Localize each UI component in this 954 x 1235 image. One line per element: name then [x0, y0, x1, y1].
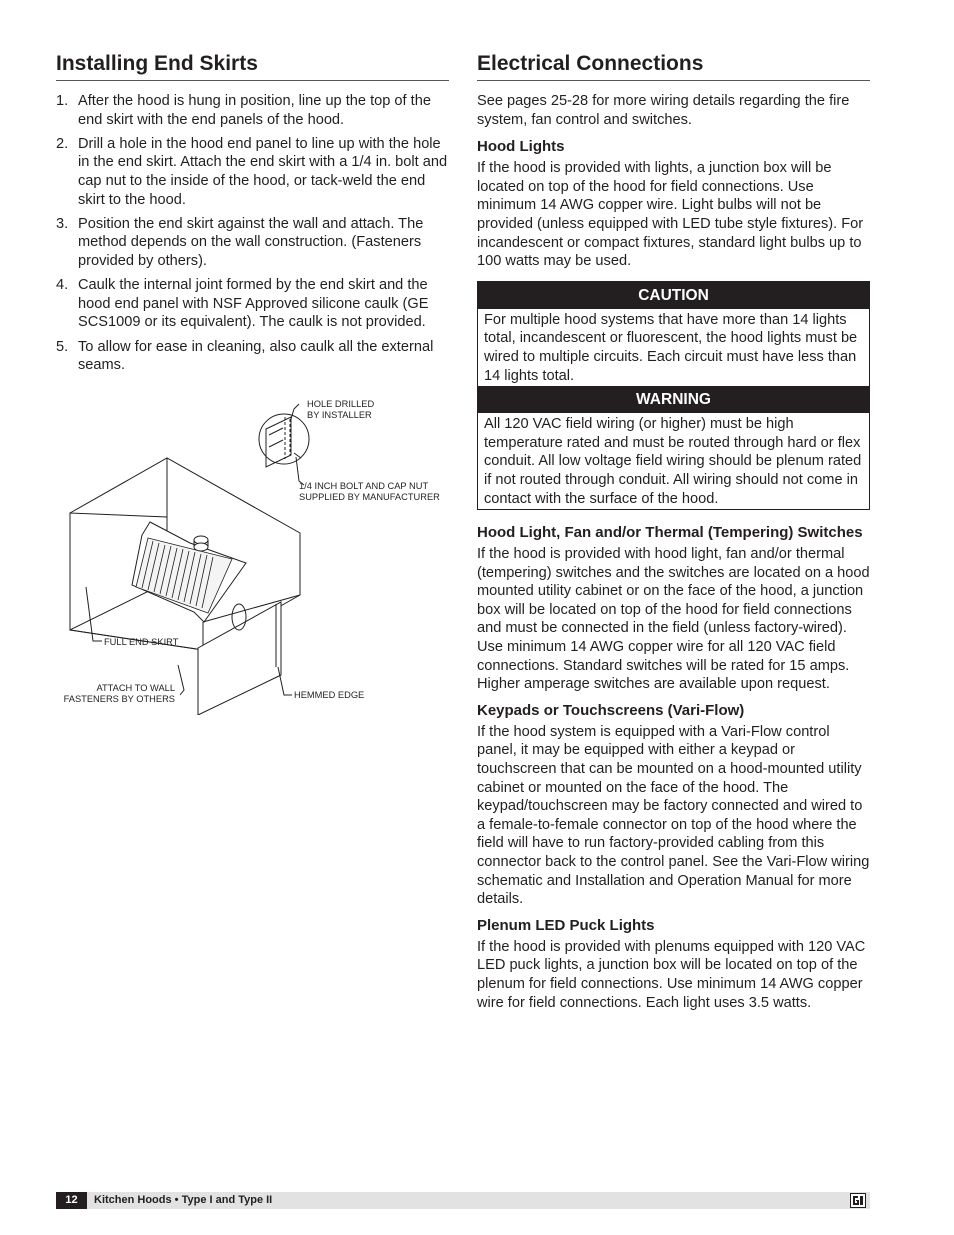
step-text: Drill a hole in the hood end panel to line up with the hole in the end skirt. Attach the end skirt with a 1/4 in. bolt and cap nut to the inside of the hood, or tack-weld the end skirt to the hood.: [78, 135, 448, 208]
keypads-paragraph: If the hood system is equipped with a Vari-Flow control panel, it may be equipped with either a keypad or touchscreen that can be mounted on a hood-mounted utility cabinet or mounted on the face of the hood. The keypad/touchscreen may be factory connected and wired to a female-to-female connector on top of the hood where the field will have to run factory-provided cabling from this connector back to the control panel. See the Vari-Flow wiring schematic and Installation and Operation Manual for more details.: [477, 723, 870, 908]
hood-illustration: [56, 395, 456, 715]
caution-header: CAUTION: [478, 282, 869, 309]
label-line: ATTACH TO WALL: [96, 683, 175, 693]
step-number: 3.: [56, 215, 69, 232]
caution-warning-box: [477, 281, 870, 510]
step-text: Position the end skirt against the wall and attach. The method depends on the wall construction. (Fasteners provided by others).: [78, 215, 424, 269]
step-text: Caulk the internal joint formed by the end skirt and the hood end panel with NSF Approved silicone caulk (GE SCS1009 or its equivalent). The caulk is not provided.: [78, 277, 429, 331]
step-number: 5.: [56, 338, 69, 355]
heading-hood-lights: Hood Lights: [477, 138, 565, 156]
footer-doc-title: Kitchen Hoods • Type I and Type II: [94, 1194, 273, 1206]
step-number: 1.: [56, 93, 69, 109]
list-item: [56, 338, 449, 375]
label-hemmed-edge: HEMMED EDGE: [294, 690, 365, 700]
intro-paragraph: See pages 25-28 for more wiring details regarding the fire system, fan control and switches.: [477, 93, 850, 128]
label-full-end-skirt: FULL END SKIRT: [104, 637, 179, 647]
heading-switches: Hood Light, Fan and/or Thermal (Tempering) Switches: [477, 524, 863, 542]
plenum-paragraph: If the hood is provided with plenums equipped with 120 VAC LED puck lights, a junction box will be located on top of the plenum for field connections. Use minimum 14 AWG copper wire for field connections. Each light uses 3.5 watts.: [477, 938, 866, 1011]
greenheck-logo-icon: [850, 1193, 866, 1208]
list-item: [56, 215, 449, 271]
hood-lights-paragraph: If the hood is provided with lights, a junction box will be located on top of the hood for field connections. Use minimum 14 AWG copper wire. Light bulbs will not be provided (unless equipped with LED tube style fixtures). For incandescent or compact fixtures, standard light bulbs up to 100 watts may be used.: [477, 160, 864, 270]
label-hole-drilled: [307, 399, 374, 421]
right-column: [477, 50, 870, 1012]
left-column: [56, 50, 449, 380]
step-text: After the hood is hung in position, line up the top of the end skirt with the end panels of the hood.: [78, 93, 431, 128]
label-line: 1/4 INCH BOLT AND CAP NUT: [299, 481, 429, 491]
label-line: SUPPLIED BY MANUFACTURER: [299, 492, 440, 502]
section-title-end-skirts: Installing End Skirts: [56, 50, 449, 81]
step-text: To allow for ease in cleaning, also caulk all the external seams.: [78, 338, 434, 374]
list-item: [56, 92, 449, 129]
label-line: FASTENERS BY OTHERS: [63, 694, 175, 704]
heading-plenum-lights: Plenum LED Puck Lights: [477, 916, 655, 934]
label-attach-to-wall: [56, 683, 175, 705]
heading-keypads: Keypads or Touchscreens (Vari-Flow): [477, 701, 745, 719]
footer: [56, 1192, 870, 1209]
end-skirt-diagram: [56, 395, 456, 715]
label-line: BY INSTALLER: [307, 410, 372, 420]
caution-text: For multiple hood systems that have more than 14 lights total, incandescent or fluorescent, the hood lights must be wired to multiple circuits. Each circuit must have less than 14 lights total.: [484, 311, 858, 384]
list-item: [56, 276, 449, 332]
page-number: 12: [56, 1192, 87, 1209]
label-bolt: [299, 481, 440, 503]
label-line: HOLE DRILLED: [307, 399, 375, 409]
step-number: 2.: [56, 135, 69, 152]
section-title-electrical: Electrical Connections: [477, 50, 870, 81]
warning-text: All 120 VAC field wiring (or higher) must be high temperature rated and must be routed through hard or flex conduit. All low voltage field wiring should be plenum rated if not routed through conduit. All wiring should not come in contact with the surface of the hood.: [484, 416, 862, 507]
switches-paragraph: If the hood is provided with hood light, fan and/or thermal (tempering) switches and the switches are located on a hood mounted utility cabinet or on the face of the hood, a junction box will be located on top of the hood for field connections and must be connected in the field (unless factory-wired). Use minimum 14 AWG copper wire for all 120 VAC field connections. Standard switches will be rated for 15 amps. Higher amperage switches are available upon request.: [477, 546, 870, 693]
step-number: 4.: [56, 277, 69, 294]
steps-list: [56, 92, 449, 375]
list-item: [56, 135, 449, 209]
warning-header: WARNING: [478, 386, 869, 413]
